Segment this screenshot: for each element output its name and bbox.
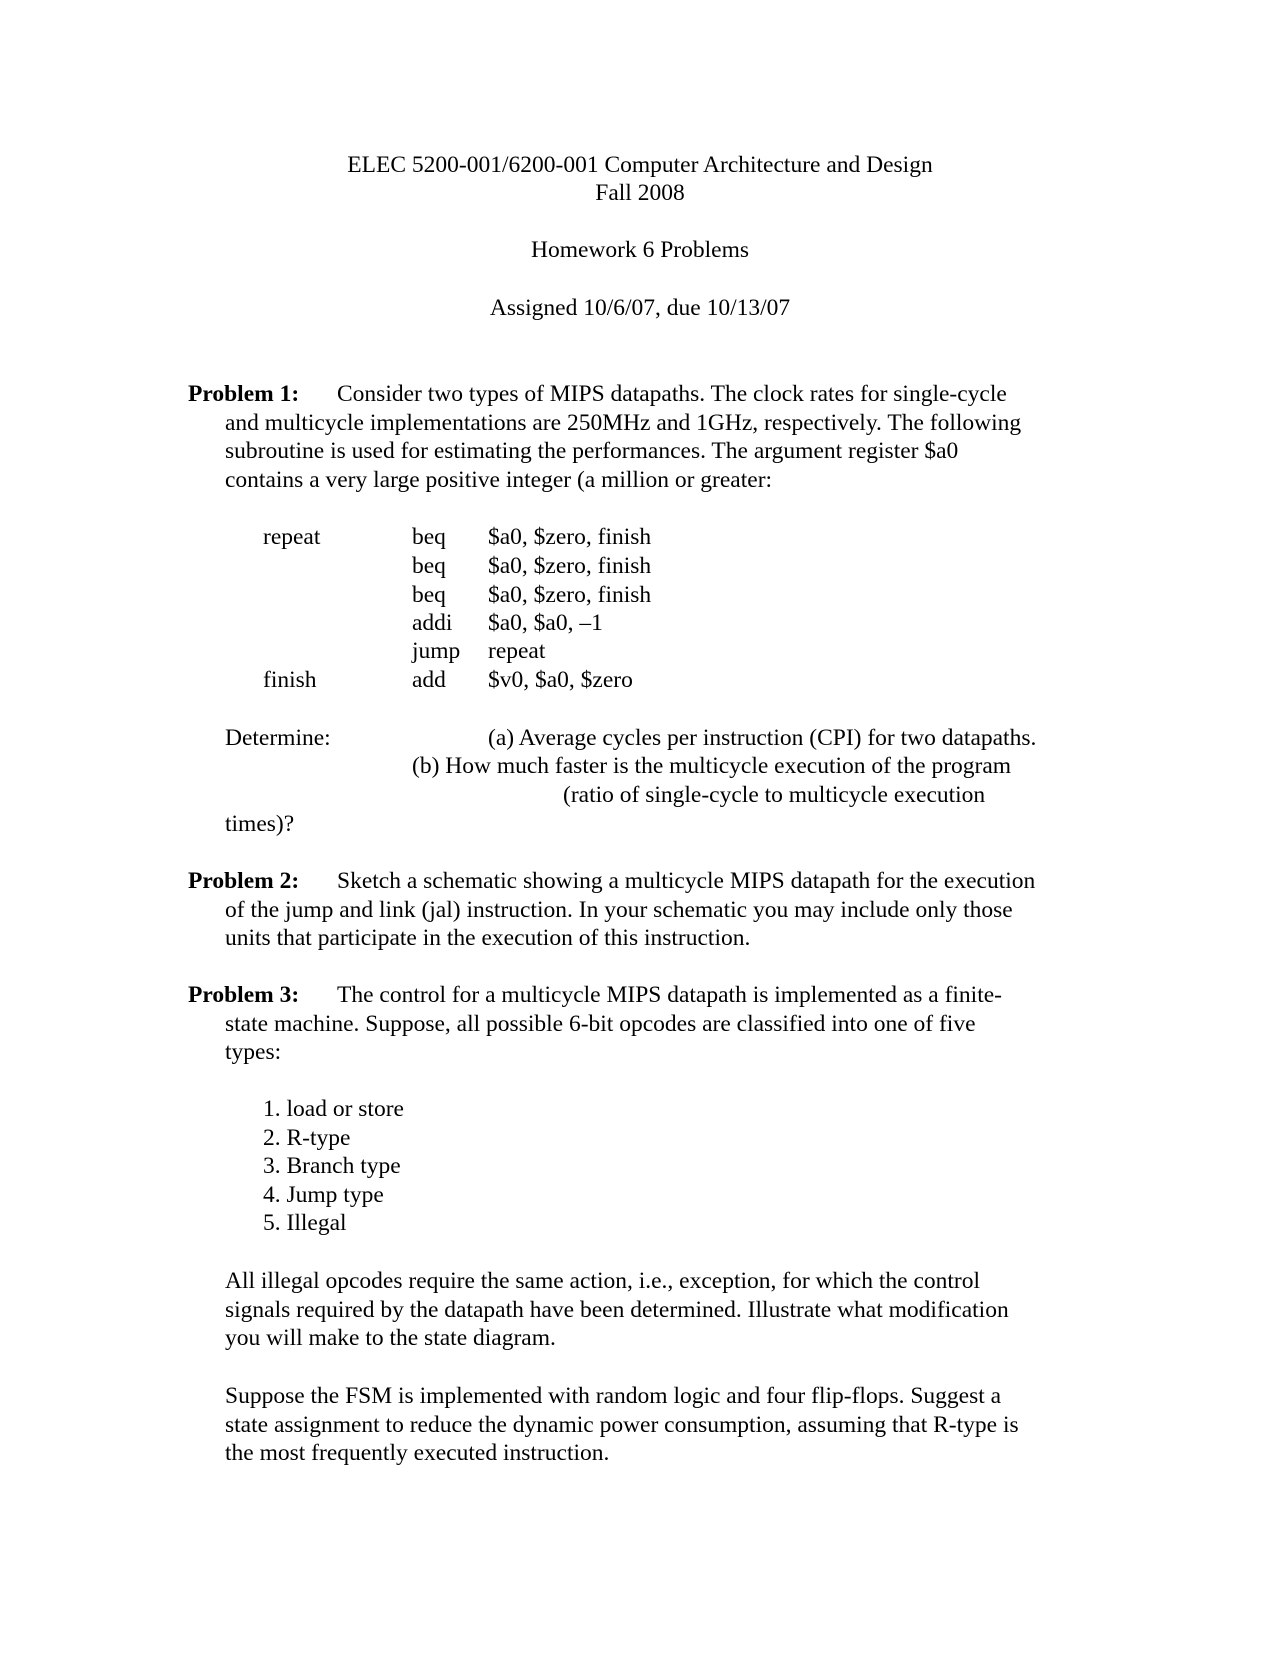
paragraph-line: the most frequently executed instruction.: [225, 1440, 610, 1466]
problem-1: [188, 380, 1088, 494]
question-b-continued: (ratio of single-cycle to multicycle execution: [563, 782, 986, 808]
list-item: 1. load or store: [263, 1096, 404, 1122]
problem-1-line: subroutine is used for estimating the performances. The argument register $a0: [225, 438, 959, 464]
problem-1-line: contains a very large positive integer (a million or greater:: [225, 466, 773, 493]
code-label: finish: [263, 667, 317, 693]
code-operands: $v0, $a0, $zero: [488, 667, 633, 693]
code-opcode: jump: [412, 638, 461, 664]
problem-2-line: units that participate in the execution of this instruction.: [225, 925, 751, 951]
question-a: (a) Average cycles per instruction (CPI) for two datapaths.: [488, 725, 1037, 751]
problem-1-line: and multicycle implementations are 250MHz and 1GHz, respectively. The following: [225, 409, 1022, 436]
code-label: repeat: [263, 524, 321, 550]
problem-2-line: of the jump and link (jal) instruction. In your schematic you may include only those: [225, 896, 1013, 923]
code-operands: $a0, $zero, finish: [488, 553, 652, 579]
problem-1-label: Problem 1:: [188, 381, 300, 407]
problem-3-line: Problem 3: The control for a multicycle MIPS datapath is implemented as a finite-: [188, 982, 1002, 1008]
problem-3-line: state machine. Suppose, all possible 6-bit opcodes are classified into one of five: [225, 1010, 976, 1037]
term: Fall 2008: [595, 180, 685, 206]
code-opcode: beq: [412, 582, 446, 608]
code-operands: $a0, $a0, –1: [488, 610, 603, 636]
code-opcode: beq: [412, 553, 446, 579]
determine-label: Determine:: [225, 725, 331, 751]
question-b-end: times)?: [225, 811, 295, 837]
opcode-type-list: [263, 1095, 404, 1238]
code-operands: $a0, $zero, finish: [488, 524, 652, 550]
code-opcode: add: [412, 667, 446, 693]
list-item: 5. Illegal: [263, 1210, 347, 1236]
assignment-dates: Assigned 10/6/07, due 10/13/07: [489, 295, 791, 321]
question-b: (b) How much faster is the multicycle execution of the program: [412, 753, 1012, 779]
list-item: 3. Branch type: [263, 1153, 401, 1179]
code-operands: $a0, $zero, finish: [488, 582, 652, 608]
paragraph-line: All illegal opcodes require the same action, i.e., exception, for which the control: [225, 1268, 981, 1294]
problem-3-label: Problem 3:: [188, 982, 300, 1008]
homework-title: Homework 6 Problems: [530, 237, 749, 263]
list-item: 2. R-type: [263, 1124, 351, 1151]
problem-3-illegal-paragraph: [225, 1267, 1125, 1353]
paragraph-line: signals required by the datapath have been determined. Illustrate what modification: [225, 1296, 1009, 1323]
paragraph-line: you will make to the state diagram.: [225, 1325, 556, 1351]
list-item: 4. Jump type: [263, 1181, 384, 1208]
problem-1-line: Problem 1: Consider two types of MIPS datapaths. The clock rates for single-cycle: [188, 381, 1007, 407]
code-opcode: beq: [412, 524, 446, 550]
problem-3: [188, 981, 1088, 1067]
paragraph-line: state assignment to reduce the dynamic power consumption, assuming that R-type is: [225, 1411, 1019, 1438]
code-operands: repeat: [488, 638, 546, 664]
problem-2-label: Problem 2:: [188, 868, 300, 894]
paragraph-line: Suppose the FSM is implemented with random logic and four flip-flops. Suggest a: [225, 1383, 1002, 1409]
code-opcode: addi: [412, 610, 453, 636]
problem-3-line: types:: [225, 1039, 282, 1065]
problem-3-fsm-paragraph: [225, 1382, 1125, 1468]
problem-2: [188, 867, 1088, 953]
problem-2-line: Problem 2: Sketch a schematic showing a multicycle MIPS datapath for the execution: [188, 868, 1036, 894]
course-title: ELEC 5200-001/6200-001 Computer Architecture and Design: [347, 152, 933, 178]
